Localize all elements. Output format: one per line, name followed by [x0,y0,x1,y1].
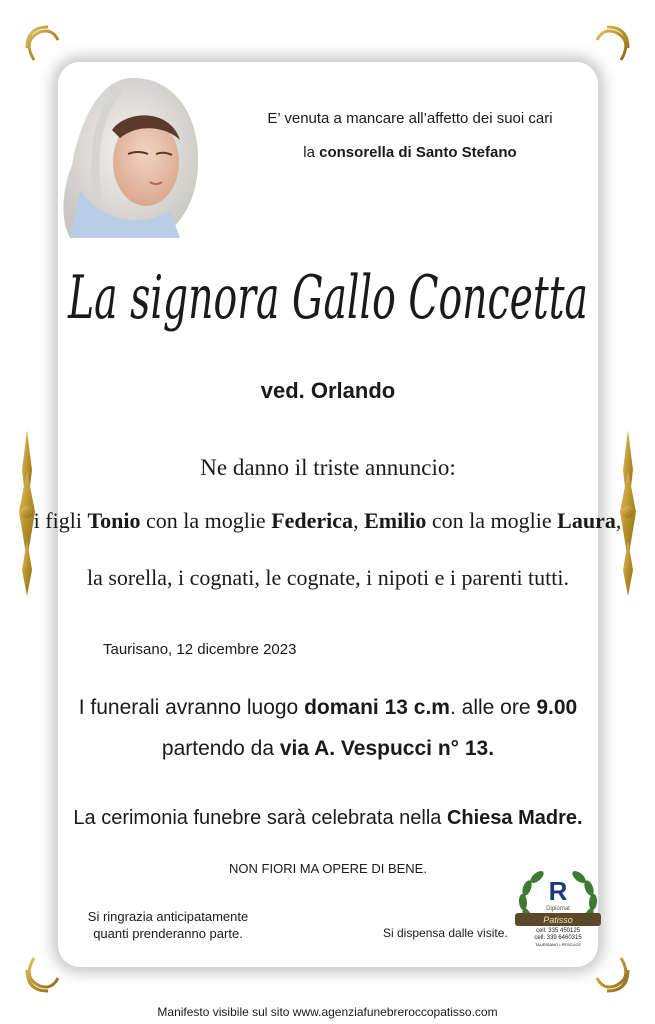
intro-text [240,102,580,170]
relatives-line: la sorella, i cognati, le cognate, i nipoti e i parenti tutti. [86,565,570,590]
place-date: Taurisano, 12 dicembre 2023 [103,641,297,658]
deceased-name-text: La signora Gallo Concetta [67,263,589,333]
intro-line-2: la consorella di Santo Stefano [303,144,517,161]
no-visits: Si dispensa dalle visite. [383,926,508,940]
patisso-laurel-logo-icon [513,866,603,948]
family-line: i figli Tonio con la moglie Federica, Emilio con la moglie Laura, [33,508,622,533]
widow-of: ved. Orlando [260,378,396,403]
svg-text:Patisso: Patisso [543,915,573,925]
intro-line-1: E’ venuta a mancare all’affetto dei suoi cari [267,110,553,127]
svg-text:cell. 339 6460315: cell. 339 6460315 [534,935,582,941]
funeral-line-2: partendo da via A. Vespucci n° 13. [161,737,495,760]
deceased-name [58,236,598,356]
confraternity: consorella di Santo Stefano [319,144,517,161]
announcement: Ne danno il triste annuncio: [200,455,456,480]
footer-website: Manifesto visibile sul sito www.agenziafunebreroccopatisso.com [157,1005,498,1019]
ceremony-line: La cerimonia funebre sarà celebrata nella Chiesa Madre. [73,807,583,829]
svg-text:TAURISANO • PESCUCE: TAURISANO • PESCUCE [535,942,581,947]
svg-text:R: R [548,876,568,906]
madonna-portrait-icon [60,70,205,240]
funeral-line-1: I funerali avranno luogo domani 13 c.m. alle ore 9.00 [78,696,578,719]
svg-text:cell. 335 450125: cell. 335 450125 [535,928,581,934]
thanks-text: Si ringrazia anticipatamente quanti prenderanno parte. [87,909,249,941]
svg-text:Diplomat: Diplomat [546,906,570,912]
no-flowers: NON FIORI MA OPERE DI BENE. [229,861,427,876]
